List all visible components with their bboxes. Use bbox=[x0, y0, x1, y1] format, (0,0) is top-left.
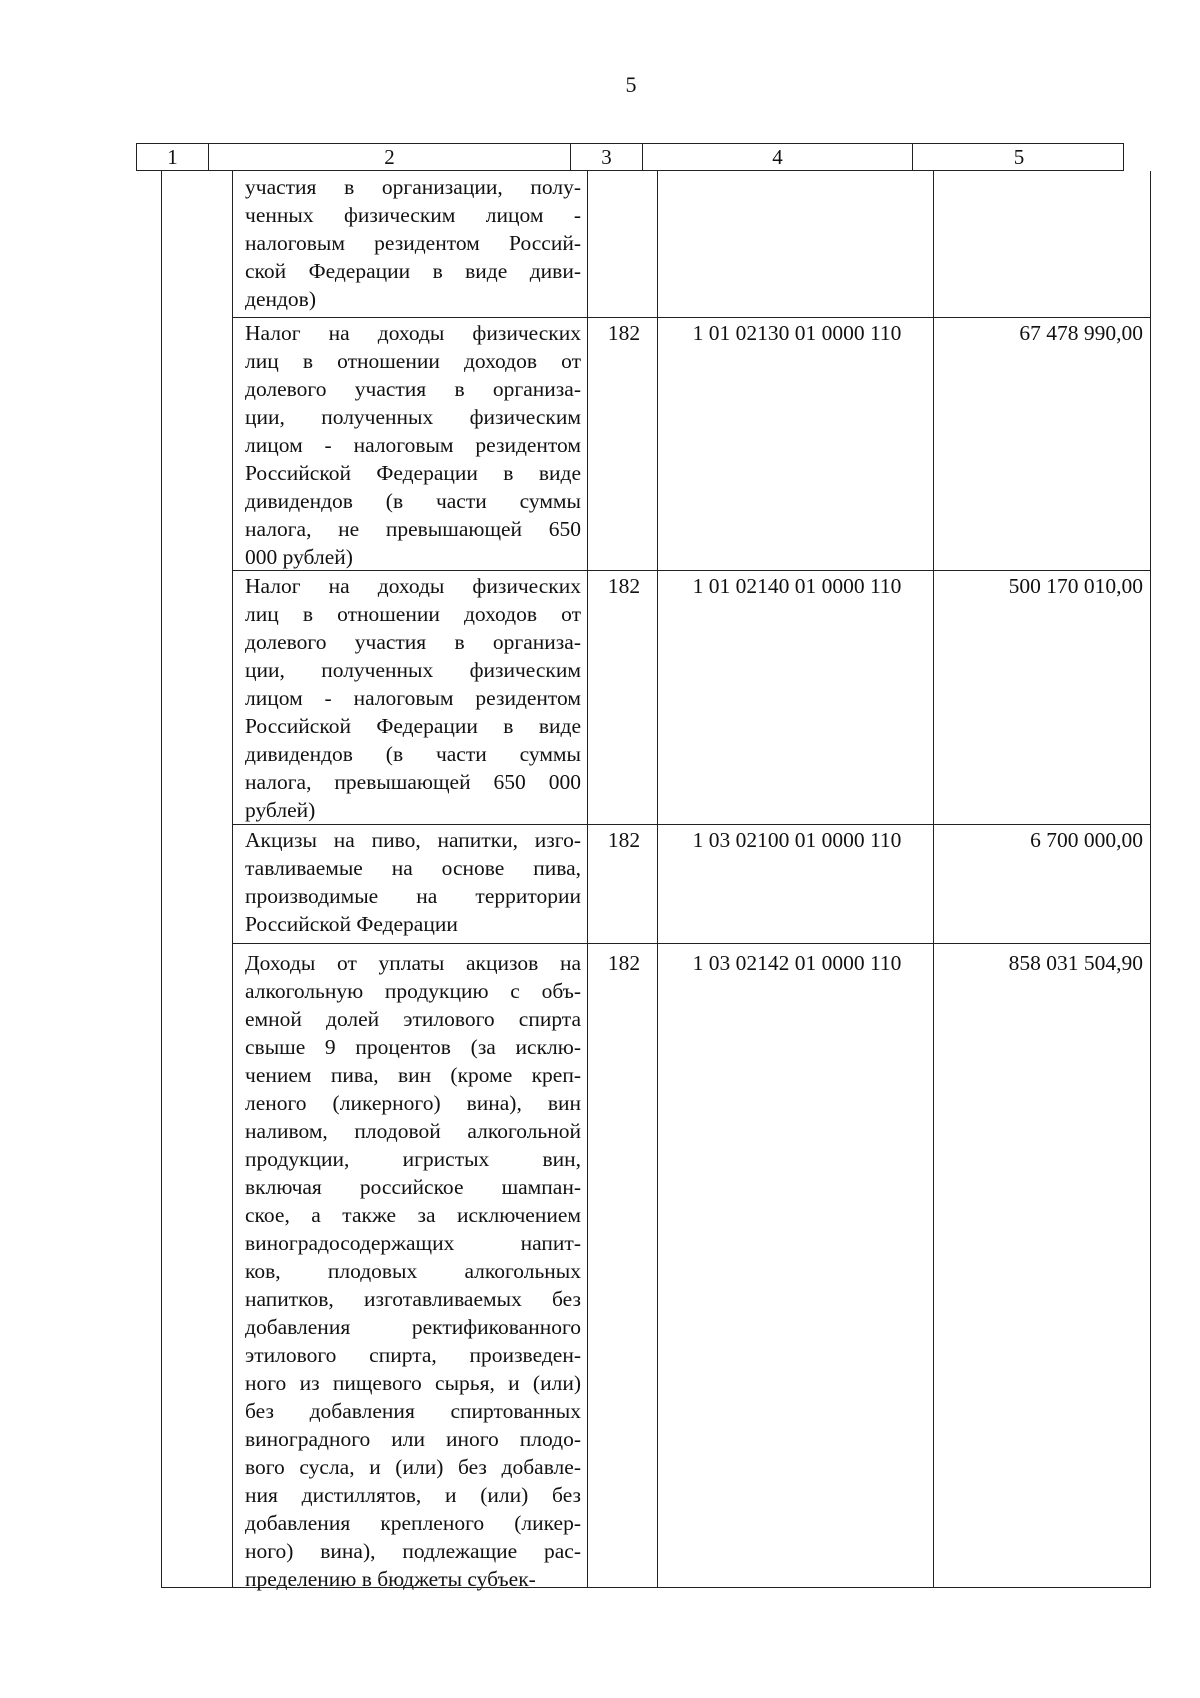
row-divider bbox=[232, 317, 1150, 318]
table-row bbox=[233, 826, 1150, 942]
income-name-line: налога, не превышающей 650 bbox=[245, 517, 581, 541]
table-body bbox=[161, 171, 1151, 1591]
income-name-line: наливом, плодовой алкогольной bbox=[245, 1119, 581, 1143]
income-name-line: ния дистиллятов, и (или) без bbox=[245, 1483, 581, 1507]
income-name-line: ции, полученных физическим bbox=[245, 405, 581, 429]
income-name-line: чением пива, вин (кроме креп- bbox=[245, 1063, 581, 1087]
income-name-line: добавления ректификованного bbox=[245, 1315, 581, 1339]
income-name-line: свыше 9 процентов (за исклю- bbox=[245, 1035, 581, 1059]
budget-classification-code: 1 01 02130 01 0000 110 bbox=[692, 321, 902, 345]
admin-code: 182 bbox=[607, 951, 641, 975]
amount: 500 170 010,00 bbox=[1008, 574, 1143, 598]
table-row bbox=[233, 173, 1150, 317]
income-name-line: налога, превышающей 650 000 bbox=[245, 770, 581, 794]
admin-code: 182 bbox=[607, 574, 641, 598]
income-name-line: долевого участия в организа- bbox=[245, 377, 581, 401]
income-name-line: Налог на доходы физических bbox=[245, 574, 581, 598]
income-name-line: дивидендов (в части суммы bbox=[245, 489, 581, 513]
income-name bbox=[245, 949, 581, 1593]
income-name-line: производимые на территории bbox=[245, 884, 581, 908]
income-name-line: лиц в отношении доходов от bbox=[245, 349, 581, 373]
income-name-line: рублей) bbox=[245, 798, 316, 822]
income-name-line: дивидендов (в части суммы bbox=[245, 742, 581, 766]
income-name-line: продукции, игристых вин, bbox=[245, 1147, 581, 1171]
income-name-line: пределению в бюджеты субъек- bbox=[245, 1567, 536, 1591]
income-name-line: лиц в отношении доходов от bbox=[245, 602, 581, 626]
income-name-line: налоговым резидентом Россий- bbox=[245, 231, 581, 255]
income-name-line: Российской Федерации в виде bbox=[245, 461, 581, 485]
income-name-line: дендов) bbox=[245, 287, 316, 311]
income-name-line: ченных физическим лицом - bbox=[245, 203, 581, 227]
income-name-line: вого сусла, и (или) без добавле- bbox=[245, 1455, 581, 1479]
income-name bbox=[245, 826, 581, 938]
income-name-line: участия в организации, полу- bbox=[245, 175, 581, 199]
income-name-line: ции, полученных физическим bbox=[245, 658, 581, 682]
income-name-line: емной долей этилового спирта bbox=[245, 1007, 581, 1031]
amount: 858 031 504,90 bbox=[1008, 951, 1143, 975]
income-name-line: виноградного или иного плодо- bbox=[245, 1427, 581, 1451]
admin-code: 182 bbox=[607, 321, 641, 345]
amount: 6 700 000,00 bbox=[1030, 828, 1143, 852]
income-name-line: ков, плодовых алкогольных bbox=[245, 1259, 581, 1283]
income-name-line: леного (ликерного) вина), вин bbox=[245, 1091, 581, 1115]
income-name-line: лицом - налоговым резидентом bbox=[245, 433, 581, 457]
budget-classification-code: 1 01 02140 01 0000 110 bbox=[692, 574, 902, 598]
income-name bbox=[245, 173, 581, 313]
row-divider bbox=[232, 824, 1150, 825]
row-divider bbox=[232, 943, 1150, 944]
income-name-line: алкогольную продукцию с объ- bbox=[245, 979, 581, 1003]
income-name bbox=[245, 572, 581, 824]
income-name-line: напитков, изготавливаемых без bbox=[245, 1287, 581, 1311]
income-name-line: лицом - налоговым резидентом bbox=[245, 686, 581, 710]
table-row bbox=[233, 319, 1150, 569]
income-name-line: долевого участия в организа- bbox=[245, 630, 581, 654]
header-col-2: 2 bbox=[209, 144, 571, 170]
income-name-line: ного из пищевого сырья, и (или) bbox=[245, 1371, 581, 1395]
admin-code: 182 bbox=[607, 828, 641, 852]
page-number: 5 bbox=[625, 72, 637, 97]
header-col-4: 4 bbox=[643, 144, 913, 170]
income-name-line: ское, а также за исключением bbox=[245, 1203, 581, 1227]
income-name-line: включая российское шампан- bbox=[245, 1175, 581, 1199]
income-name-line: этилового спирта, произведен- bbox=[245, 1343, 581, 1367]
income-name-line: ного) вина), подлежащие рас- bbox=[245, 1539, 581, 1563]
income-name-line: ской Федерации в виде диви- bbox=[245, 259, 581, 283]
income-name-line: Акцизы на пиво, напитки, изго- bbox=[245, 828, 581, 852]
table-header bbox=[136, 143, 1124, 171]
income-name-line: Налог на доходы физических bbox=[245, 321, 581, 345]
income-name-line: виноградосодержащих напит- bbox=[245, 1231, 581, 1255]
table-row bbox=[233, 949, 1150, 1591]
table-row bbox=[233, 572, 1150, 822]
income-name-line: Доходы от уплаты акцизов на bbox=[245, 951, 581, 975]
header-col-5: 5 bbox=[1013, 145, 1025, 169]
header-col-1: 1 bbox=[137, 144, 209, 170]
income-name-line: добавления крепленого (ликер- bbox=[245, 1511, 581, 1535]
amount: 67 478 990,00 bbox=[1019, 321, 1143, 345]
income-name-line: Российской Федерации bbox=[245, 912, 458, 936]
income-name bbox=[245, 319, 581, 571]
income-name-line: тавливаемые на основе пива, bbox=[245, 856, 581, 880]
income-name-line: 000 рублей) bbox=[245, 545, 353, 569]
header-col-3: 3 bbox=[571, 144, 643, 170]
budget-classification-code: 1 03 02100 01 0000 110 bbox=[692, 828, 902, 852]
income-name-line: без добавления спиртованных bbox=[245, 1399, 581, 1423]
budget-classification-code: 1 03 02142 01 0000 110 bbox=[692, 951, 902, 975]
income-name-line: Российской Федерации в виде bbox=[245, 714, 581, 738]
